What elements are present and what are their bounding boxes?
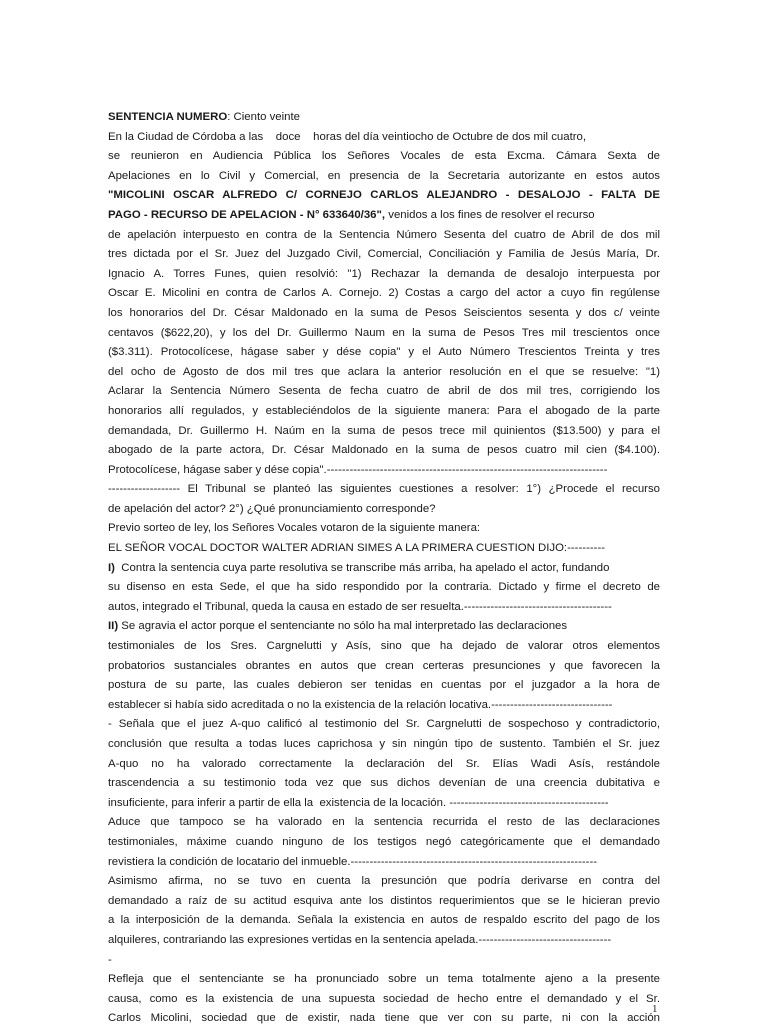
- text-span: Se agravia el actor porque el sentenciante no sólo ha mal interpretado las declaraciones: [118, 620, 568, 633]
- text-line: postura de su parte, las cuales debieron ser tenidas en cuentas por el juzgador a la hora de: [108, 679, 660, 692]
- text-line: los honorarios del Dr. César Maldonado en la suma de Pesos Seiscientos sesenta y dos c/ veinte: [108, 306, 660, 319]
- text-span: venidos a los fines de resolver el recurso: [385, 208, 595, 221]
- page-number: 1: [652, 1003, 658, 1015]
- section-marker-i: I): [108, 561, 115, 574]
- text-line: demandado a raíz de su actitud esquiva ante los distintos requerimientos que se le hicieran previo: [108, 894, 660, 907]
- text-line: abogado de la parte actora, Dr. César Maldonado en la suma de pesos cuatro mil cien ($4.100).: [108, 444, 660, 457]
- text-line: [108, 206, 660, 226]
- text-line: centavos ($622,20), y los del Dr. Guillermo Naum en la suma de Pesos Tres mil trescientos once: [108, 326, 660, 339]
- text-line: Apelaciones en lo Civil y Comercial, en presencia de la Secretaria autorizante en estos autos: [108, 169, 660, 182]
- text-line: Asimismo afirma, no se tuvo en cuenta la presunción que podría derivarse en contra del: [108, 875, 660, 888]
- text-line: -: [108, 953, 112, 966]
- text-line: A-quo no ha valorado correctamente la declaración del Sr. Elías Wadi Asís, restándole: [108, 757, 660, 770]
- text-line: tres dictada por el Sr. Juez del Juzgado Civil, Comercial, Conciliación y Familia de Jesús María, Dr.: [108, 248, 660, 261]
- text-line: Aduce que tampoco se ha valorado en la sentencia recurrida el resto de las declaraciones: [108, 816, 660, 829]
- text-line: de apelación del actor? 2°) ¿Qué pronunciamiento corresponde?: [108, 502, 436, 515]
- text-line: Oscar E. Micolini en contra de Carlos A. Cornejo. 2) Costas a cargo del actor a cuyo fin regúlense: [108, 287, 660, 300]
- text-line: Protocolícese, hágase saber y dése copia".--------------------------------------------------------------------------: [108, 463, 608, 476]
- text-line: [108, 559, 660, 579]
- heading-line: [108, 108, 660, 128]
- text-line: En la Ciudad de Córdoba a las doce horas del día veintiocho de Octubre de dos mil cuatro,: [108, 130, 587, 143]
- text-line: alquileres, contrariando las expresiones vertidas en la sentencia apelada.-----------------------------------: [108, 933, 612, 946]
- text-line: ------------------- El Tribunal se planteó las siguientes cuestiones a resolver: 1°) ¿Procede el recurso: [108, 483, 660, 496]
- text-line: revistiera la condición de locatario del inmueble.-----------------------------------------------------------------: [108, 855, 598, 868]
- section-marker-ii: II): [108, 620, 119, 633]
- text-line: Carlos Micolini, sociedad que de existir, nada tiene que ver con su parte, ni con la acción: [108, 1012, 660, 1025]
- text-line: establecer si había sido acreditada o no la existencia de la relación locativa.--------------------------------: [108, 698, 613, 711]
- text-line: insuficiente, para inferir a partir de ella la existencia de la locación. ------------------------------------------: [108, 796, 609, 809]
- text-line: conclusión que resulta a todas luces caprichosa y sin ningún tipo de sustento. También el Sr. juez: [108, 738, 660, 750]
- text-line: causa, como es la existencia de una supuesta sociedad de hecho entre el demandado y el Sr.: [108, 992, 660, 1005]
- text-line: Refleja que el sentenciante se ha pronunciado sobre un tema totalmente ajeno a la presente: [108, 973, 660, 986]
- text-line: Previo sorteo de ley, los Señores Vocales votaron de la siguiente manera:: [108, 522, 481, 535]
- sentence-heading-label: SENTENCIA NUMERO: [108, 111, 228, 123]
- text-line: [108, 617, 660, 637]
- text-line: su disenso en esta Sede, el que ha sido respondido por la contraria. Dictado y firme el decreto de: [108, 581, 660, 594]
- text-line: Ignacio A. Torres Funes, quien resolvió: "1) Rechazar la demanda de desalojo interpuesta por: [108, 267, 660, 280]
- case-title-line: "MICOLINI OSCAR ALFREDO C/ CORNEJO CARLOS ALEJANDRO - DESALOJO - FALTA DE: [108, 189, 660, 202]
- text-line: del ocho de Agosto de dos mil tres que aclara la anterior resolución en el que se resuelve: "1): [108, 365, 660, 378]
- text-line: se reunieron en Audiencia Pública los Señores Vocales de esta Excma. Cámara Sexta de: [108, 150, 660, 163]
- text-line: trascendencia a su testimonio toda vez que sus dichos devenían de una creencia dubitativa e: [108, 777, 660, 790]
- text-line: probatorios sustanciales obrantes en autos que crean certeras presunciones y que favorecen la: [108, 659, 660, 672]
- sentence-heading-value: : Ciento veinte: [227, 111, 301, 123]
- case-title-line: PAGO - RECURSO DE APELACION - N° 633640/36",: [108, 208, 386, 221]
- section-heading: EL SEÑOR VOCAL DOCTOR WALTER ADRIAN SIMES A LA PRIMERA CUESTION DIJO:----------: [108, 542, 606, 555]
- document-body: [108, 108, 660, 1029]
- text-line: testimoniales, máxime cuando ninguno de los testigos negó categóricamente que el demandado: [108, 835, 660, 848]
- text-line: testimoniales de los Sres. Cargnelutti y Asís, sino que ha dejado de valorar otros elementos: [108, 640, 660, 653]
- text-line: ($3.311). Protocolícese, hágase saber y dése copia" y el Auto Número Trescientos Treinta y tres: [108, 346, 660, 359]
- text-line: autos, integrado el Tribunal, queda la causa en estado de ser resuelta.---------------------------------------: [108, 600, 612, 613]
- text-line: Aclarar la Sentencia Número Sesenta de fecha cuatro de abril de dos mil tres, corrigiendo los: [108, 385, 660, 398]
- text-line: honorarios allí regulados, y estableciéndolos de la siguiente manera: Para el abogado de la parte: [108, 404, 660, 417]
- text-line: de apelación interpuesto en contra de la Sentencia Número Sesenta del cuatro de Abril de dos mil: [108, 228, 660, 241]
- text-line: a la interposición de la demanda. Señala la existencia en autos de respaldo escrito del pago de los: [108, 914, 660, 927]
- text-span: Contra la sentencia cuya parte resolutiva se transcribe más arriba, ha apelado el actor, fundando: [114, 561, 610, 574]
- text-line: demandada, Dr. Guillermo H. Naúm en la suma de pesos trece mil quinientos ($13.500) y para el: [108, 424, 660, 437]
- text-line: - Señala que el juez A-quo calificó al testimonio del Sr. Cargnelutti de sospechoso y contradictorio,: [108, 718, 660, 731]
